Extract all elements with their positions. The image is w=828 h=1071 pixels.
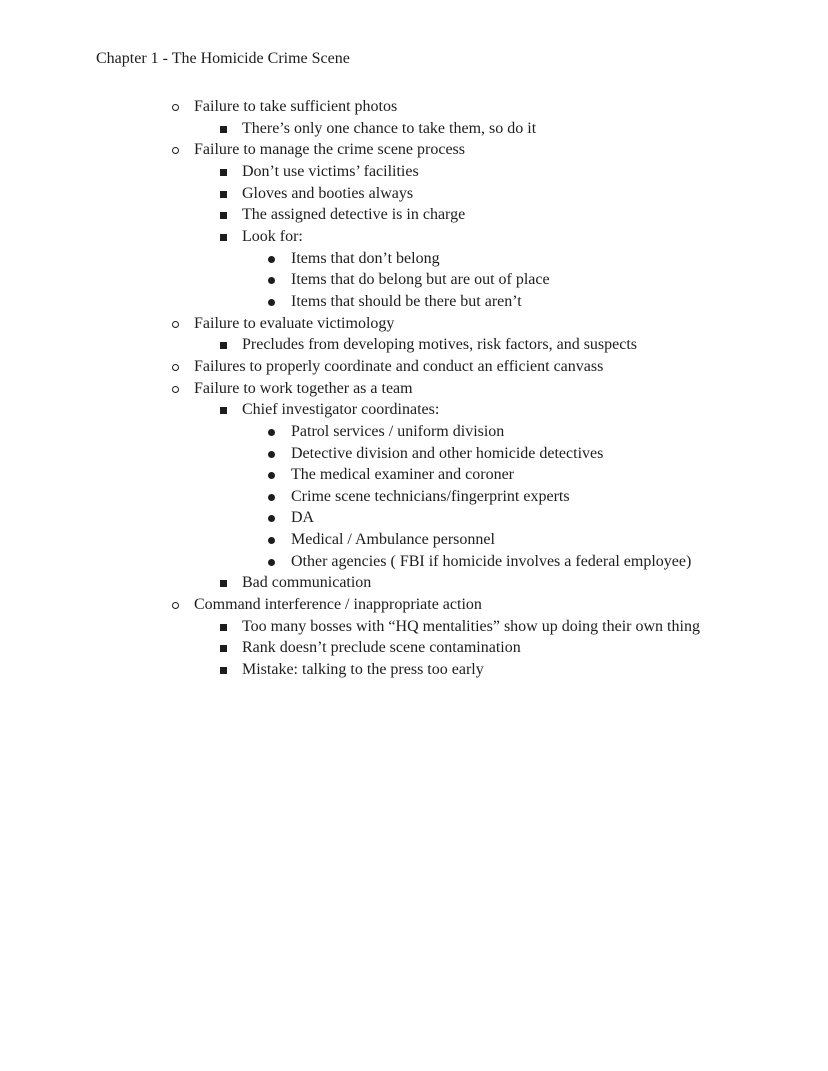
list-item — [0, 399, 828, 421]
list-item-text: Items that do belong but are out of place — [291, 271, 550, 289]
circle-bullet-icon — [172, 364, 179, 371]
list-item-text: The medical examiner and coroner — [291, 466, 514, 484]
circle-bullet-icon — [172, 602, 179, 609]
disc-bullet-icon — [268, 559, 275, 566]
square-bullet-icon — [220, 645, 227, 652]
list-item-text: Gloves and booties always — [242, 184, 414, 202]
list-item — [0, 529, 828, 551]
list-item — [0, 96, 828, 118]
circle-bullet-icon — [172, 386, 179, 393]
list-item — [0, 507, 828, 529]
list-item — [0, 204, 828, 226]
list-item — [0, 291, 828, 313]
list-item-text: Command interference / inappropriate action — [194, 596, 482, 614]
square-bullet-icon — [220, 580, 227, 587]
list-item-text: There’s only one chance to take them, so do it — [242, 119, 537, 137]
disc-bullet-icon — [268, 299, 275, 306]
list-item — [0, 313, 828, 335]
circle-bullet-icon — [172, 104, 179, 111]
square-bullet-icon — [220, 624, 227, 631]
list-item-text: Precludes from developing motives, risk factors, and suspects — [242, 336, 638, 354]
list-item — [0, 421, 828, 443]
list-item-text: Too many bosses with “HQ mentalities” show up doing their own thing — [242, 617, 700, 635]
list-item — [0, 139, 828, 161]
disc-bullet-icon — [268, 494, 275, 501]
list-item — [0, 637, 828, 659]
list-item-text: The assigned detective is in charge — [242, 206, 466, 224]
list-item — [0, 443, 828, 465]
square-bullet-icon — [220, 407, 227, 414]
list-item — [0, 659, 828, 681]
disc-bullet-icon — [268, 277, 275, 284]
list-item — [0, 269, 828, 291]
disc-bullet-icon — [268, 429, 275, 436]
list-item — [0, 464, 828, 486]
list-item-text: Patrol services / uniform division — [291, 422, 505, 440]
list-item-text: Look for: — [242, 227, 303, 245]
list-item-text: Chief investigator coordinates: — [242, 401, 440, 419]
square-bullet-icon — [220, 191, 227, 198]
list-item-text: Other agencies ( FBI if homicide involves a federal employee) — [291, 552, 692, 570]
list-item — [0, 183, 828, 205]
square-bullet-icon — [220, 667, 227, 674]
list-item — [0, 378, 828, 400]
list-item — [0, 161, 828, 183]
list-item — [0, 486, 828, 508]
list-item — [0, 572, 828, 594]
outline-list — [0, 96, 828, 681]
list-item — [0, 334, 828, 356]
square-bullet-icon — [220, 169, 227, 176]
disc-bullet-icon — [268, 537, 275, 544]
list-item-text: Failure to manage the crime scene process — [194, 141, 465, 159]
square-bullet-icon — [220, 234, 227, 241]
list-item — [0, 226, 828, 248]
list-item — [0, 594, 828, 616]
square-bullet-icon — [220, 212, 227, 219]
list-item-text: Medical / Ambulance personnel — [291, 531, 495, 549]
list-item-text: Failure to take sufficient photos — [194, 98, 398, 115]
list-item-text: Failures to properly coordinate and conduct an efficient canvass — [194, 357, 604, 375]
list-item — [0, 616, 828, 638]
list-item-text: DA — [291, 509, 315, 527]
circle-bullet-icon — [172, 321, 179, 328]
list-item — [0, 118, 828, 140]
list-item — [0, 356, 828, 378]
list-item-text: Don’t use victims’ facilities — [242, 162, 419, 180]
disc-bullet-icon — [268, 472, 275, 479]
list-item-text: Rank doesn’t preclude scene contamination — [242, 639, 521, 657]
square-bullet-icon — [220, 126, 227, 133]
page-title: Chapter 1 - The Homicide Crime Scene — [96, 50, 350, 67]
disc-bullet-icon — [268, 451, 275, 458]
list-item-text: Mistake: talking to the press too early — [242, 661, 484, 679]
list-item-text: Failure to evaluate victimology — [194, 314, 395, 332]
circle-bullet-icon — [172, 147, 179, 154]
list-item-text: Items that don’t belong — [291, 249, 440, 267]
list-item — [0, 551, 828, 573]
disc-bullet-icon — [268, 256, 275, 263]
list-item — [0, 248, 828, 270]
list-item-text: Detective division and other homicide detectives — [291, 444, 604, 462]
disc-bullet-icon — [268, 515, 275, 522]
square-bullet-icon — [220, 342, 227, 349]
list-item-text: Crime scene technicians/fingerprint experts — [291, 487, 570, 505]
list-item-text: Failure to work together as a team — [194, 379, 413, 397]
list-item-text: Items that should be there but aren’t — [291, 292, 522, 310]
list-item-text: Bad communication — [242, 574, 372, 592]
